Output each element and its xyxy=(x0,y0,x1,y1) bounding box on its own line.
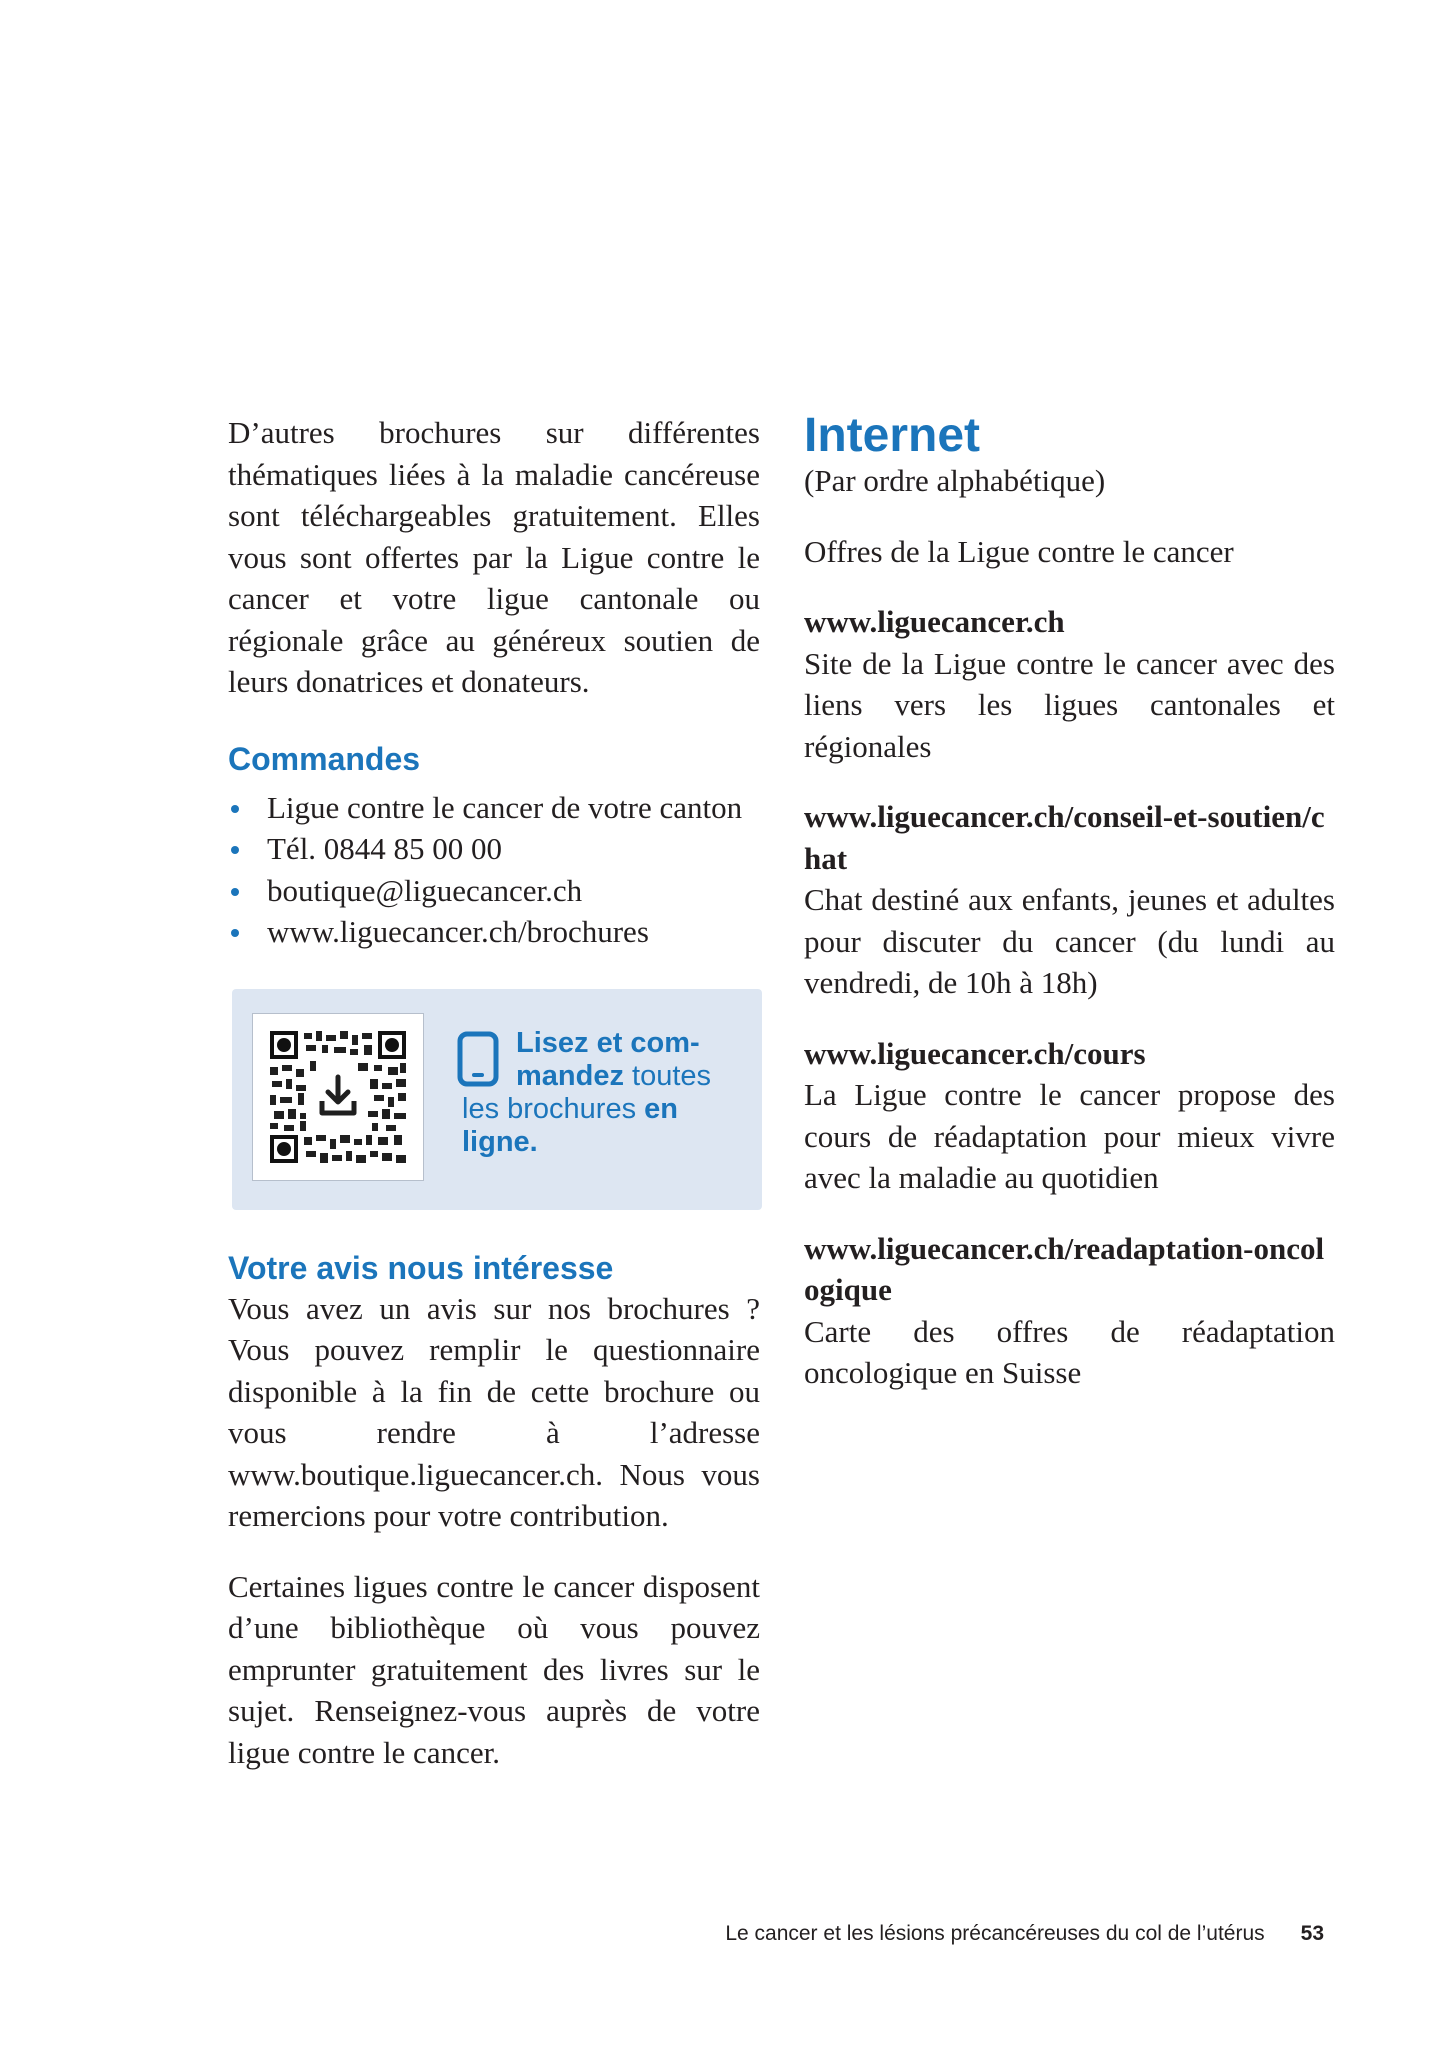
qr-code[interactable] xyxy=(252,1013,424,1181)
link-description: La Ligue contre le cancer propose des cours de réadaptation pour mieux vivre avec la maladie au quotidien xyxy=(804,1077,1335,1195)
qr-code-icon xyxy=(253,1014,423,1180)
avis-paragraph: Vous avez un avis sur nos brochures ? Vous pouvez remplir le questionnaire disponible à la fin de cette brochure ou vous rendre à l’adresse www.boutique.liguecancer.ch. Nous vous remercions pour votre contribution. xyxy=(228,1290,760,1533)
link-entry xyxy=(804,1228,1335,1394)
email-link[interactable]: boutique@liguecancer.ch xyxy=(267,872,583,908)
list-item-text: Ligue contre le cancer de votre canton xyxy=(267,789,743,825)
offers-title: Offres de la Ligue contre le cancer xyxy=(804,533,1234,569)
avis-heading: Votre avis nous intéresse xyxy=(228,1249,614,1286)
promo-text-bold: en xyxy=(644,1092,678,1125)
link-description: Chat destiné aux enfants, jeunes et adultes pour discuter du cancer (du lundi au vendredi, de 10h à 18h) xyxy=(804,882,1335,1000)
left-column xyxy=(228,412,760,1773)
url-link[interactable]: www.liguecancer.ch xyxy=(804,604,1065,639)
library-paragraph: Certaines ligues contre le cancer disposent d’une bibliothèque où vous pouvez emprunter gratuitement des livres sur le sujet. Renseignez-vous auprès de votre ligue contre le cancer. xyxy=(228,1568,760,1770)
promo-text-bold: mandez xyxy=(516,1059,624,1092)
brochures-link[interactable]: www.liguecancer.ch/brochures xyxy=(267,914,649,949)
bullet-icon xyxy=(231,846,239,854)
link-description: Carte des offres de réadaptation oncologique en Suisse xyxy=(804,1313,1335,1390)
internet-heading: Internet xyxy=(804,409,981,462)
right-column xyxy=(804,408,1335,1394)
page-number: 53 xyxy=(1300,1922,1324,1945)
internet-subheading: (Par ordre alphabétique) xyxy=(804,463,1106,498)
link-entry xyxy=(804,601,1335,767)
list-item xyxy=(228,911,760,953)
url-link[interactable]: www.liguecancer.ch/cours xyxy=(804,1035,1146,1071)
link-description: Site de la Ligue contre le cancer avec des liens vers les ligues cantonales et régionales xyxy=(804,645,1335,764)
promo-text-bold: ligne. xyxy=(462,1125,538,1158)
bullet-icon xyxy=(231,888,239,896)
commandes-list xyxy=(228,787,760,953)
promo-text-line1: Lisez et com- xyxy=(516,1026,700,1059)
list-item xyxy=(228,787,760,829)
url-link[interactable]: www.liguecancer.ch/conseil-et-soutien/chat xyxy=(804,799,1325,876)
phone-number[interactable]: Tél. 0844 85 00 00 xyxy=(267,831,503,866)
list-item xyxy=(228,870,760,912)
promo-text-light: les brochures xyxy=(462,1092,645,1125)
list-item xyxy=(228,828,760,870)
online-brochures-text[interactable] xyxy=(462,1027,747,1159)
link-entry xyxy=(804,796,1335,1004)
url-link[interactable]: www.liguecancer.ch/readaptation-oncologique xyxy=(804,1230,1325,1307)
bullet-icon xyxy=(231,805,239,813)
link-entry xyxy=(804,1033,1335,1199)
footer-title: Le cancer et les lésions précancéreuses du col de l’utérus xyxy=(725,1922,1265,1945)
intro-paragraph: D’autres brochures sur différentes thématiques liées à la maladie cancéreuse sont téléchargeables gratuitement. Elles vous sont offertes par la Ligue contre le cancer et votre ligue cantonale ou régionale grâce au généreux soutien de leurs donatrices et donateurs. xyxy=(228,415,760,699)
bullet-icon xyxy=(231,929,239,937)
online-brochures-box xyxy=(232,989,762,1210)
page-footer xyxy=(654,1920,1324,1948)
commandes-heading: Commandes xyxy=(228,740,421,777)
promo-text-light: toutes xyxy=(623,1059,712,1092)
